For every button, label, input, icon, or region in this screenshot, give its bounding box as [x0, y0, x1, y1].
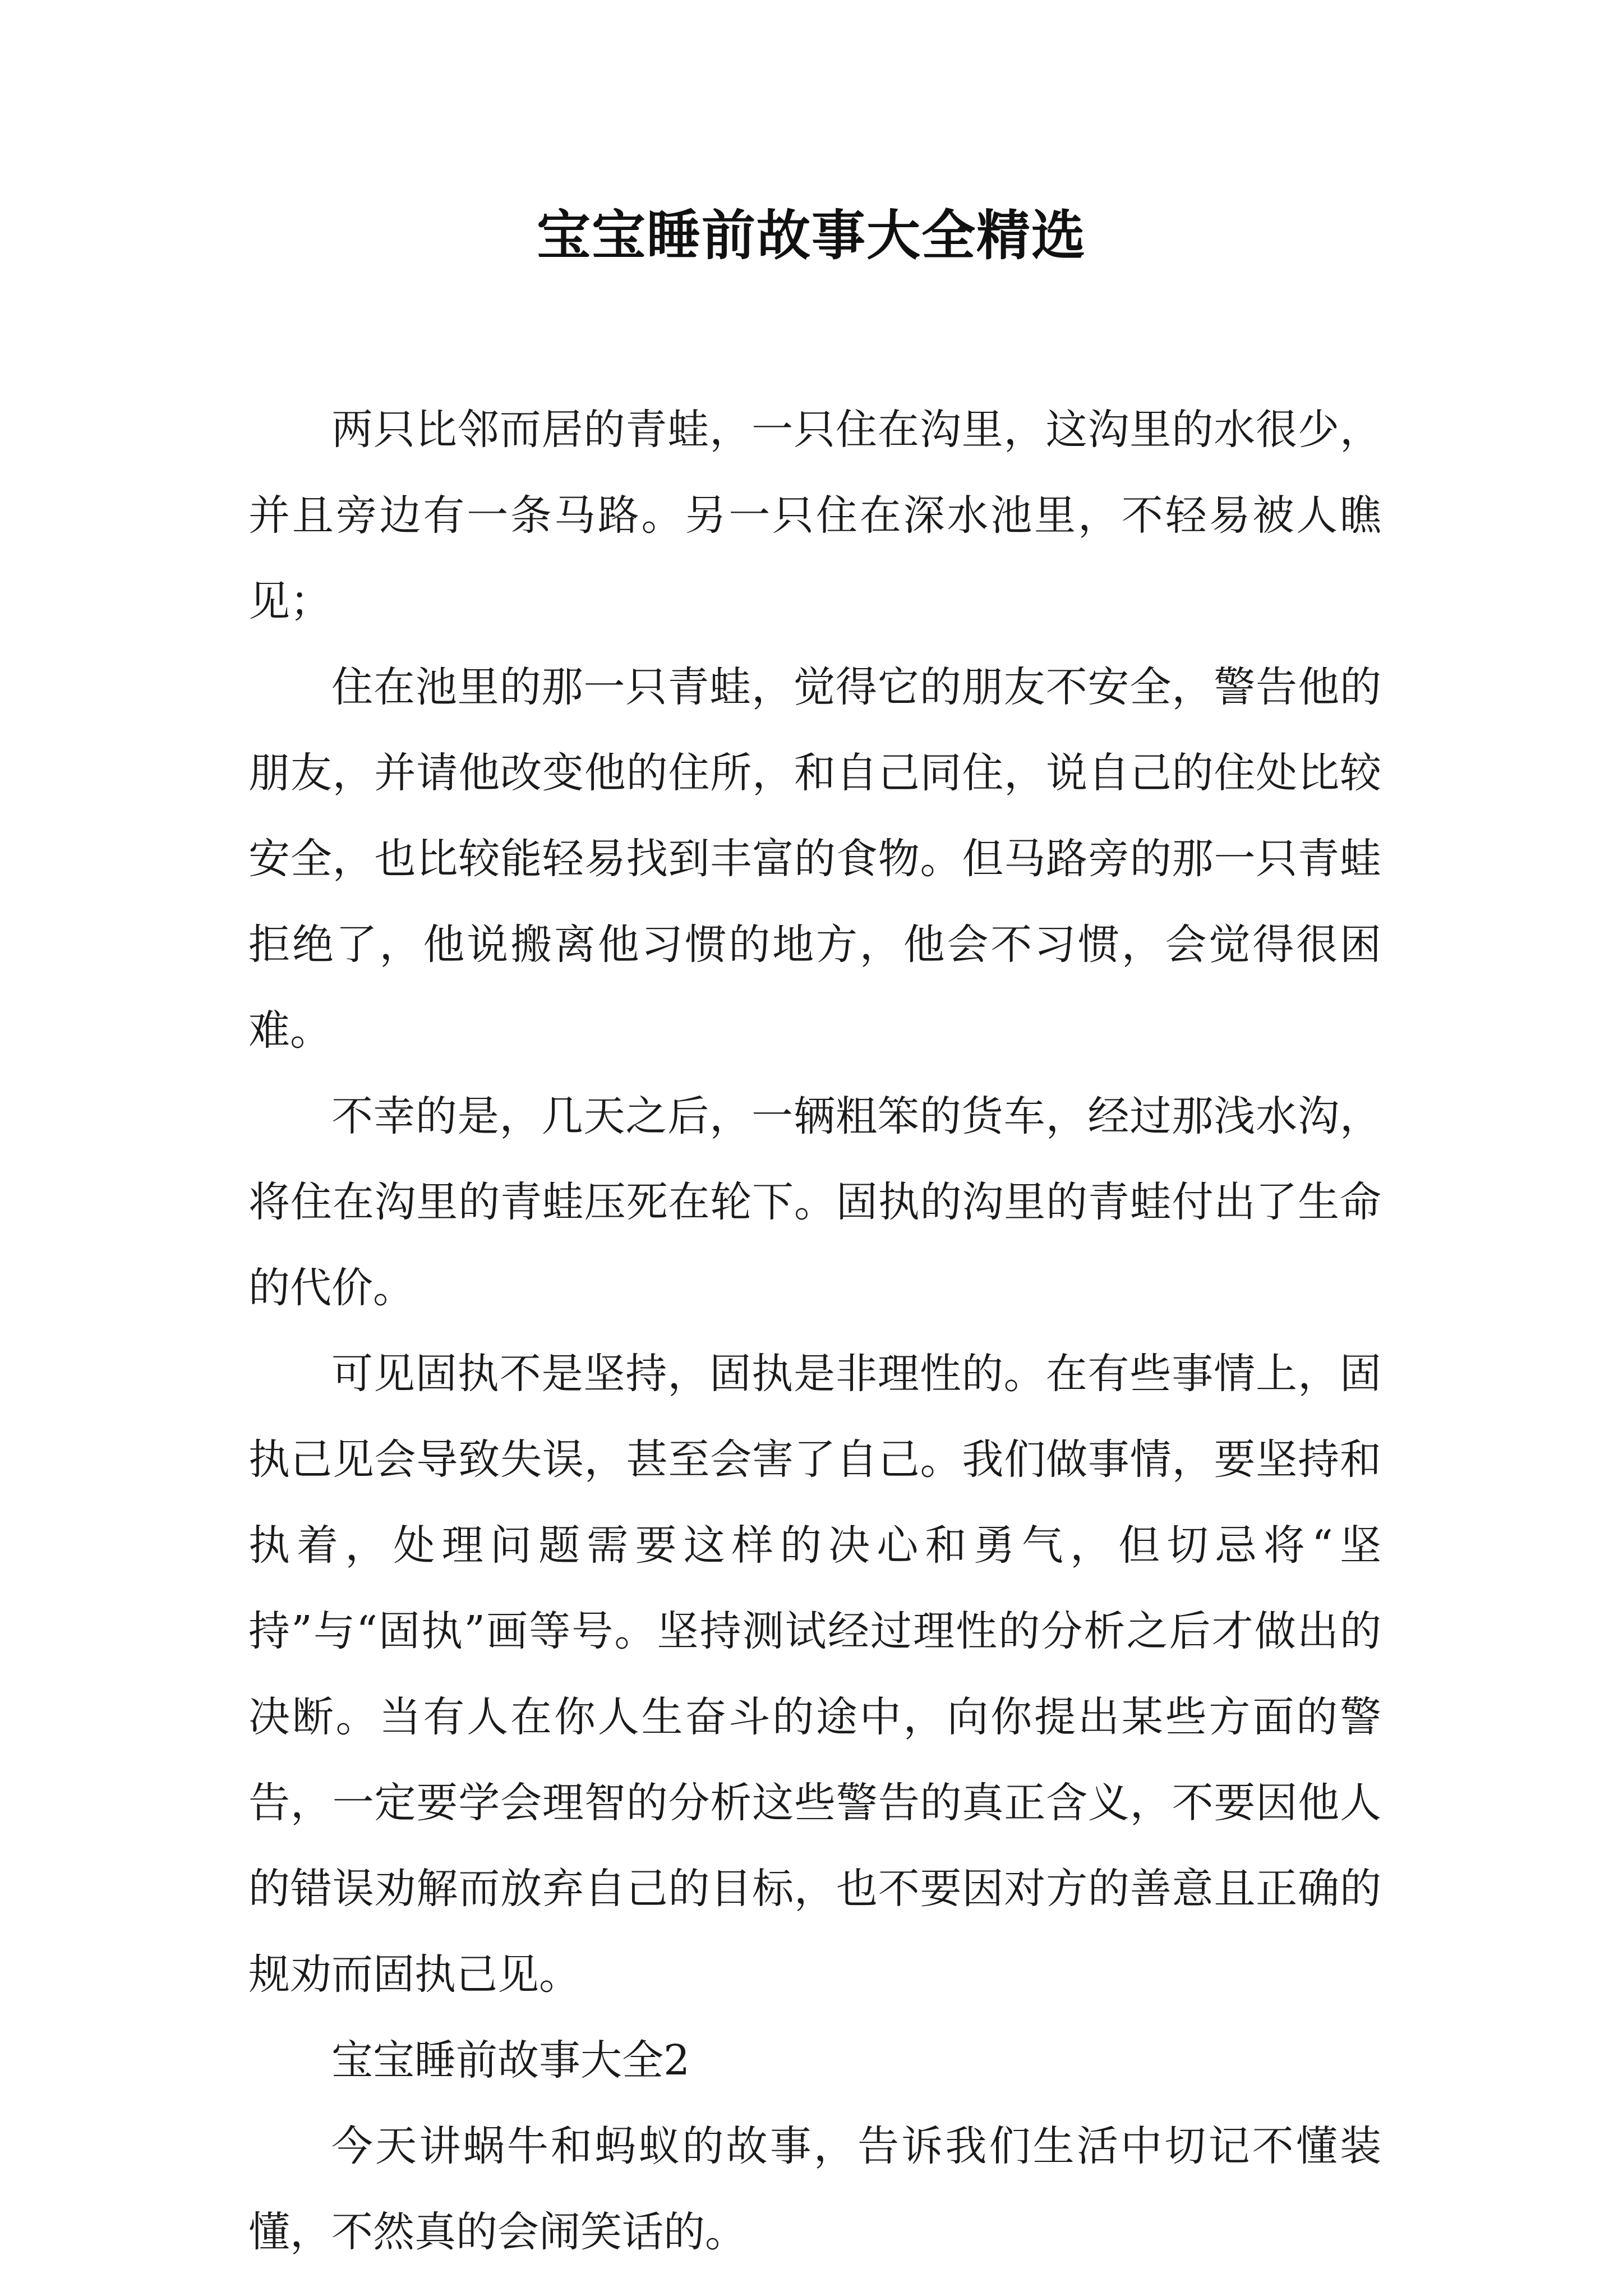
paragraph-frog-warning: 住在池里的那一只青蛙，觉得它的朋友不安全，警告他的朋友，并请他改变他的住所，和自己同住，说自己的住处比较安全，也比较能轻易找到丰富的食物。但马路旁的那一只青蛙拒绝了，他说搬离他习惯的地方，他会不习惯，会觉得很困难。 [248, 663, 1381, 1055]
paragraph-frog-fate: 不幸的是，几天之后，一辆粗笨的货车，经过那浅水沟，将住在沟里的青蛙压死在轮下。固执的沟里的青蛙付出了生命的代价。 [248, 1092, 1381, 1312]
paragraph-snail-ant-intro: 今天讲蜗牛和蚂蚁的故事，告诉我们生活中切记不懂装懂，不然真的会闹笑话的。 [248, 2122, 1381, 2256]
paragraph-moral: 可见固执不是坚持，固执是非理性的。在有些事情上，固执己见会导致失误，甚至会害了自己。我们做事情，要坚持和执着，处理问题需要这样的决心和勇气，但切忌将“坚持”与“固执”画等号。坚持测试经过理性的分析之后才做出的决断。当有人在你人生奋斗的途中，向你提出某些方面的警告，一定要学会理智的分析这些警告的真正含义，不要因他人的错误劝解而放弃自己的目标，也不要因对方的善意且正确的规劝而固执己见。 [248, 1350, 1381, 1999]
document-body [248, 387, 1381, 2275]
section-heading-story-2: 宝宝睡前故事大全2 [331, 2036, 690, 2085]
document-title: 宝宝睡前故事大全精选 [537, 204, 1086, 267]
paragraph-frogs-intro: 两只比邻而居的青蛙，一只住在沟里，这沟里的水很少，并且旁边有一条马路。另一只住在深水池里，不轻易被人瞧见； [248, 406, 1381, 625]
